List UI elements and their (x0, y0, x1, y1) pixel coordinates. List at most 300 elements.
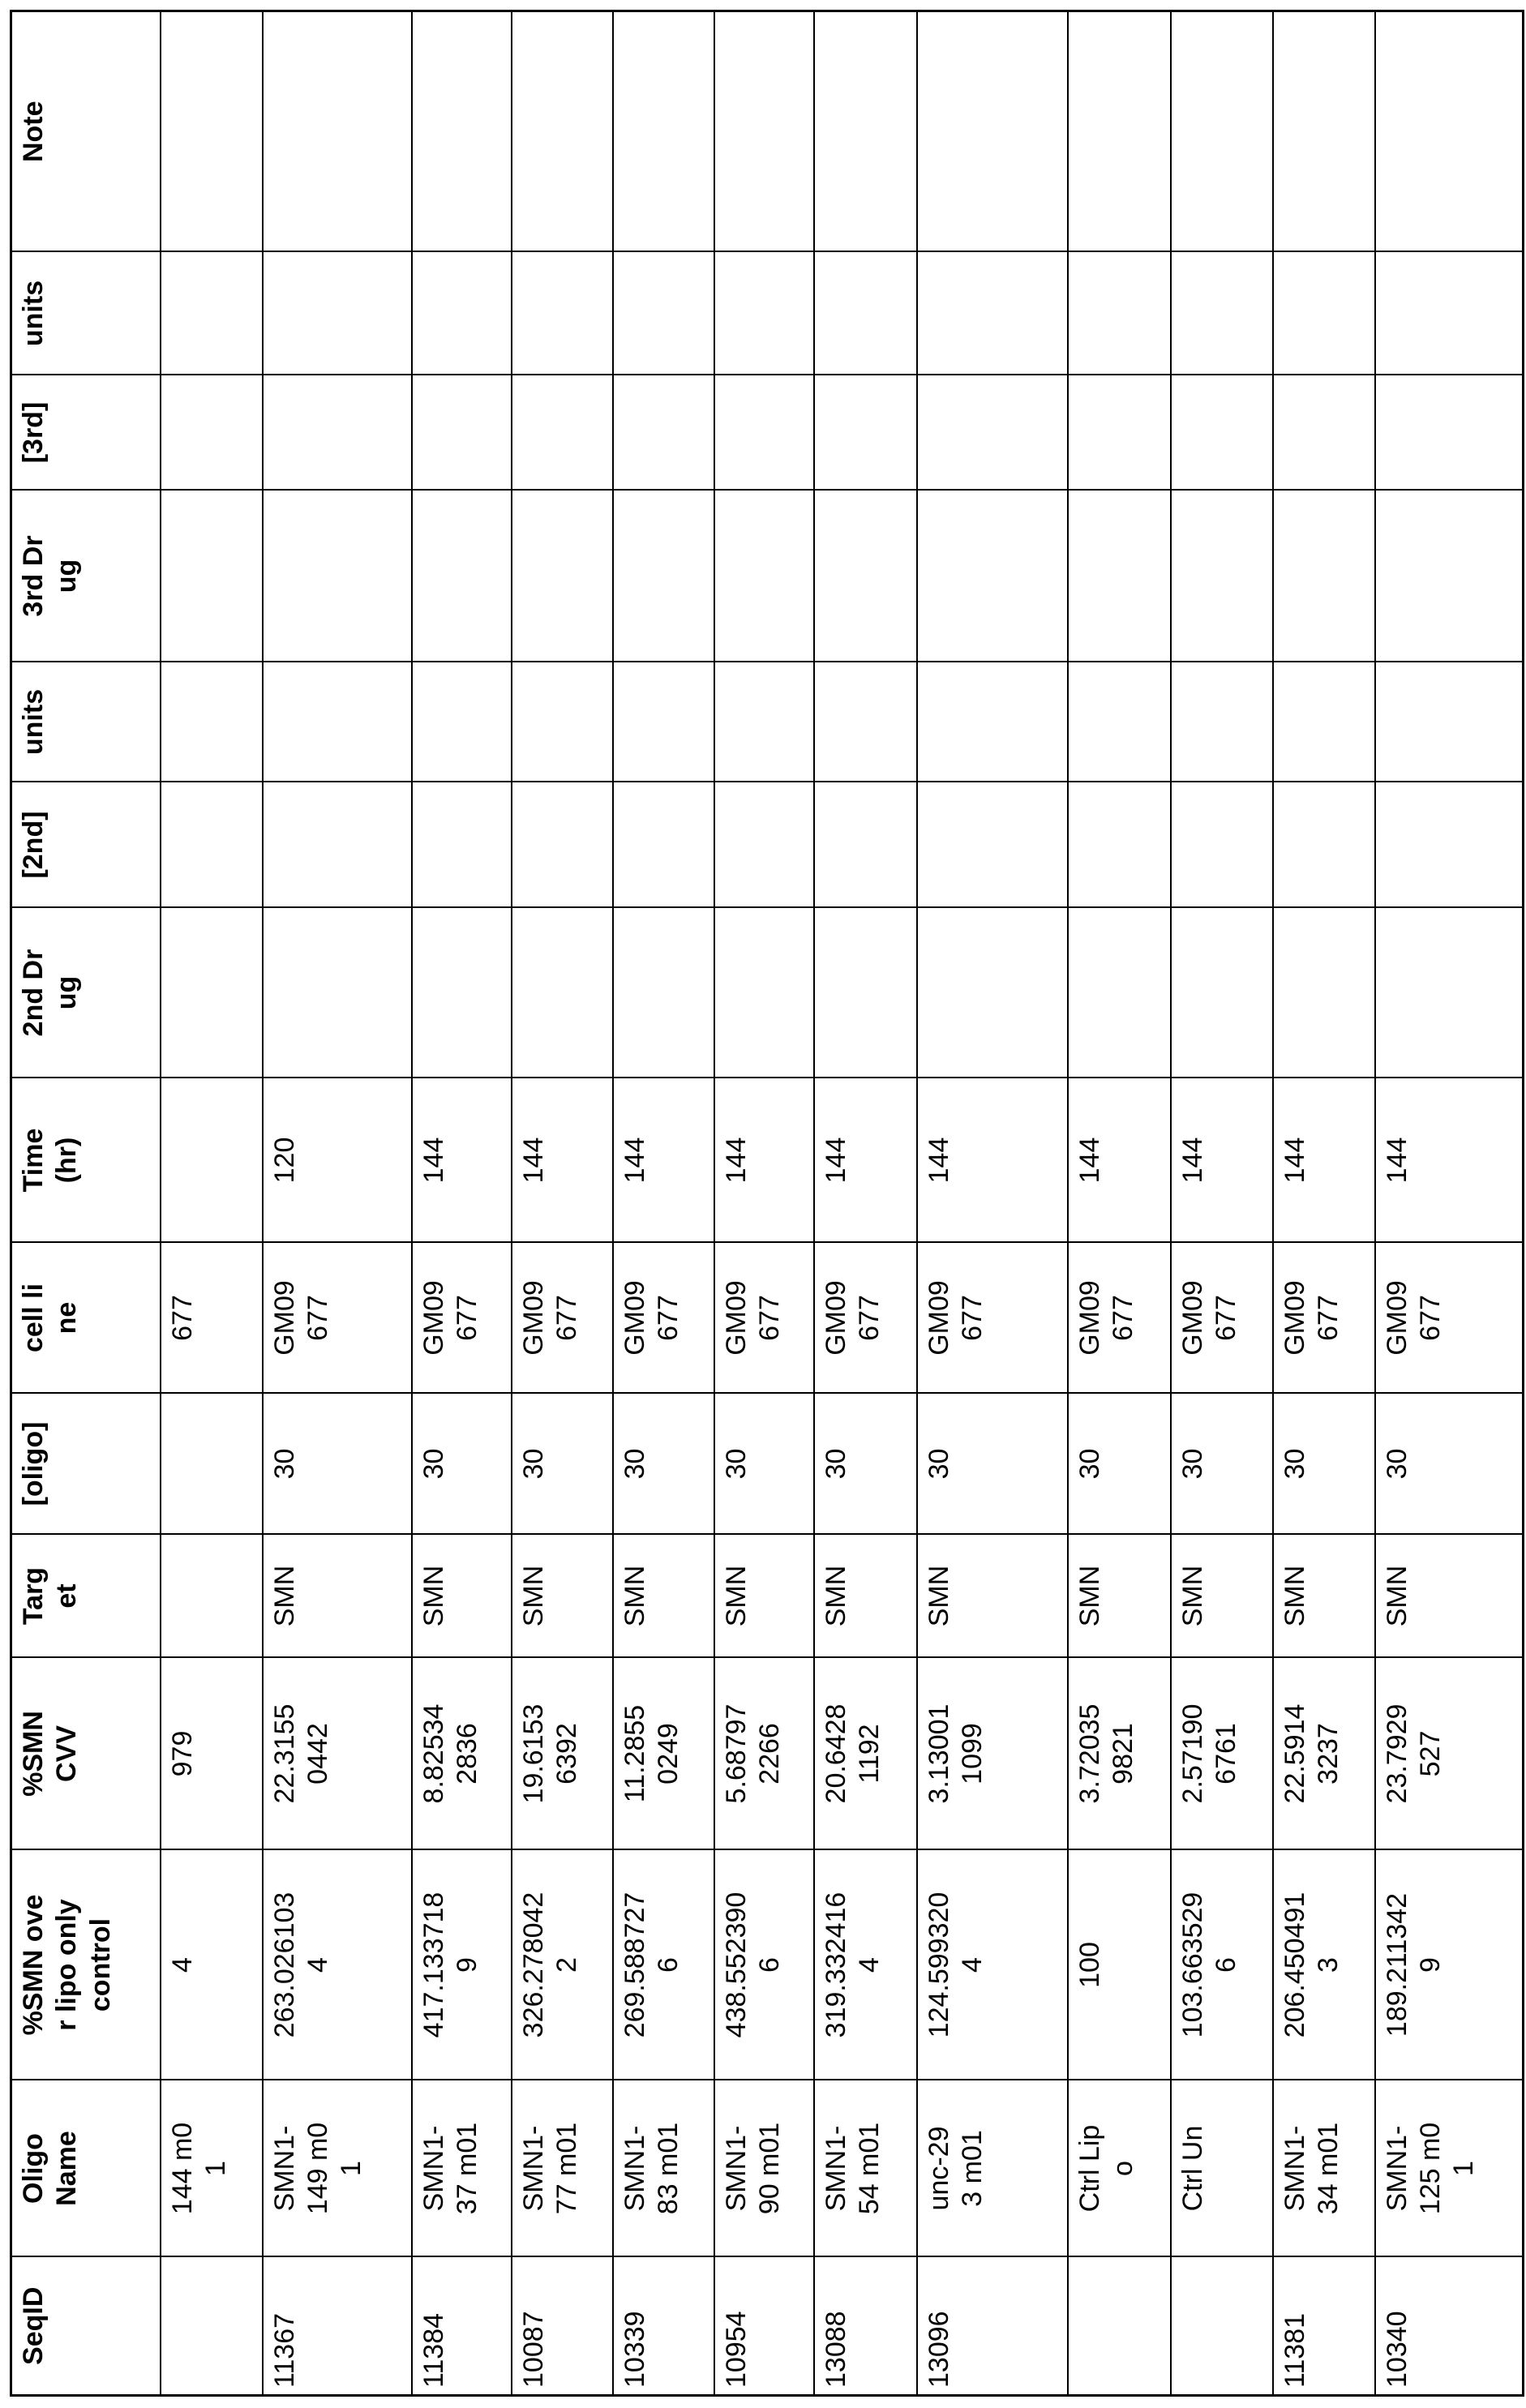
cell-oligo-conc (814, 1394, 917, 1535)
cell-target (714, 1535, 814, 1658)
table-row (1068, 11, 1171, 2396)
cell-target (1068, 1535, 1171, 1658)
cell-text: 144 (1074, 1112, 1107, 1209)
cell-target (1273, 1535, 1375, 1658)
cell-third-drug (412, 491, 512, 662)
cell-oligo-conc (1273, 1394, 1375, 1535)
cell-time-hr (1375, 1078, 1524, 1243)
header-cell-line (11, 1243, 161, 1394)
header-pct-smn-over-lipo (11, 1850, 161, 2080)
cell-target (1375, 1535, 1524, 1658)
cell-second-conc (1171, 782, 1273, 908)
cell-text: 144 (720, 1112, 753, 1209)
header-third-units (11, 252, 161, 375)
cell-third-conc (917, 375, 1068, 491)
cell-pct-smn-cvv (714, 1658, 814, 1850)
oligo-results-table (10, 10, 1524, 2397)
cell-pct-smn-cvv (814, 1658, 917, 1850)
cell-third-drug (1171, 491, 1273, 662)
cell-third-conc (1273, 375, 1375, 491)
cell-text: 319.3324164 (820, 1891, 887, 2040)
cell-third-drug (1375, 491, 1524, 662)
cell-oligo-name (1068, 2080, 1171, 2257)
cell-text: 144 m01 (166, 2121, 234, 2217)
table-row (917, 11, 1068, 2396)
cell-pct-smn-over-lipo (1171, 1850, 1273, 2080)
cell-text: 263.0261034 (268, 1891, 336, 2040)
cell-second-conc (161, 782, 263, 908)
cell-text: 144 (517, 1112, 551, 1209)
cell-second-conc (917, 782, 1068, 908)
cell-oligo-name (917, 2080, 1068, 2257)
cell-text: SMN1-34 m01 (1279, 2121, 1346, 2217)
cell-time-hr (412, 1078, 512, 1243)
cell-text: SMN (1381, 1562, 1414, 1631)
cell-text: 3.720359821 (1074, 1699, 1141, 1810)
cell-text: 22.31550442 (268, 1699, 336, 1810)
cell-second-conc (1068, 782, 1171, 908)
cell-cell-line (1068, 1243, 1171, 1394)
cell-second-units (1171, 662, 1273, 782)
cell-second-drug (263, 908, 412, 1078)
cell-text: 103.6635296 (1177, 1891, 1244, 2040)
cell-third-conc (412, 375, 512, 491)
cell-pct-smn-over-lipo (512, 1850, 613, 2080)
cell-time-hr (263, 1078, 412, 1243)
cell-third-units (263, 252, 412, 375)
cell-cell-line (613, 1243, 714, 1394)
cell-third-drug (814, 491, 917, 662)
header-label: units (17, 269, 50, 358)
cell-text: GM09677 (517, 1278, 585, 1359)
cell-note (917, 11, 1068, 252)
cell-text: 326.2780422 (517, 1891, 585, 2040)
cell-text: SMN1-149 m01 (268, 2121, 369, 2217)
cell-oligo-conc (161, 1394, 263, 1535)
cell-oligo-name (714, 2080, 814, 2257)
cell-text: SMN1-54 m01 (820, 2121, 887, 2217)
cell-text: 144 (923, 1112, 956, 1209)
cell-pct-smn-over-lipo (714, 1850, 814, 2080)
cell-oligo-name (263, 2080, 412, 2257)
cell-target (412, 1535, 512, 1658)
cell-text: GM09677 (1279, 1278, 1346, 1359)
cell-oligo-conc (613, 1394, 714, 1535)
cell-oligo-conc (512, 1394, 613, 1535)
cell-time-hr (1273, 1078, 1375, 1243)
cell-text: 269.5887276 (619, 1891, 686, 2040)
cell-second-units (512, 662, 613, 782)
cell-pct-smn-cvv (1375, 1658, 1524, 1850)
cell-text: 8.825342836 (418, 1699, 485, 1810)
cell-text: 30 (517, 1416, 551, 1513)
cell-target (161, 1535, 263, 1658)
cell-text: 30 (720, 1416, 753, 1513)
cell-pct-smn-over-lipo (263, 1850, 412, 2080)
cell-oligo-name (1375, 2080, 1524, 2257)
cell-text: 30 (1074, 1416, 1107, 1513)
cell-second-drug (512, 908, 613, 1078)
cell-time-hr (613, 1078, 714, 1243)
cell-text: 2.571906761 (1177, 1699, 1244, 1810)
cell-text: GM09677 (1177, 1278, 1244, 1359)
cell-second-units (814, 662, 917, 782)
cell-cell-line (512, 1243, 613, 1394)
cell-pct-smn-cvv (161, 1658, 263, 1850)
cell-pct-smn-cvv (1273, 1658, 1375, 1850)
table-row (1273, 11, 1375, 2396)
cell-seqid (1273, 2257, 1375, 2396)
header-target (11, 1535, 161, 1658)
cell-seqid (512, 2257, 613, 2396)
cell-second-units (263, 662, 412, 782)
cell-second-conc (1375, 782, 1524, 908)
cell-third-units (1171, 252, 1273, 375)
cell-text: GM09677 (268, 1278, 336, 1359)
cell-time-hr (1068, 1078, 1171, 1243)
header-second-conc (11, 782, 161, 908)
cell-second-units (412, 662, 512, 782)
cell-second-units (1068, 662, 1171, 782)
cell-text: GM09677 (923, 1278, 990, 1359)
cell-text: SMN (820, 1562, 853, 1631)
cell-second-drug (412, 908, 512, 1078)
cell-text: 30 (418, 1416, 451, 1513)
cell-target (1171, 1535, 1273, 1658)
rotated-table-page (10, 12, 1522, 2397)
cell-second-conc (512, 782, 613, 908)
cell-text: 11384 (418, 2266, 451, 2388)
cell-text: 144 (820, 1112, 853, 1209)
cell-second-drug (1068, 908, 1171, 1078)
cell-pct-smn-cvv (613, 1658, 714, 1850)
cell-oligo-name (512, 2080, 613, 2257)
cell-target (814, 1535, 917, 1658)
cell-third-conc (613, 375, 714, 491)
cell-text: 10340 (1381, 2266, 1414, 2388)
cell-text: 100 (1074, 1891, 1107, 2040)
cell-time-hr (1171, 1078, 1273, 1243)
cell-time-hr (917, 1078, 1068, 1243)
cell-target (263, 1535, 412, 1658)
header-label: [2nd] (17, 800, 50, 889)
cell-third-units (814, 252, 917, 375)
cell-third-conc (161, 375, 263, 491)
cell-text: 144 (619, 1112, 652, 1209)
cell-third-conc (814, 375, 917, 491)
cell-text: SMN (517, 1562, 551, 1631)
cell-time-hr (714, 1078, 814, 1243)
header-time-hr (11, 1078, 161, 1243)
cell-third-drug (263, 491, 412, 662)
cell-pct-smn-over-lipo (814, 1850, 917, 2080)
cell-pct-smn-cvv (1068, 1658, 1171, 1850)
cell-third-units (613, 252, 714, 375)
cell-second-conc (613, 782, 714, 908)
cell-third-units (412, 252, 512, 375)
cell-text: 677 (166, 1278, 199, 1359)
cell-seqid (161, 2257, 263, 2396)
header-pct-smn-cvv (11, 1658, 161, 1850)
cell-third-conc (512, 375, 613, 491)
header-label: %SMN over lipo only control (17, 1891, 118, 2040)
cell-text: SMN (619, 1562, 652, 1631)
cell-text: 30 (1381, 1416, 1414, 1513)
cell-third-conc (1171, 375, 1273, 491)
cell-cell-line (161, 1243, 263, 1394)
cell-second-drug (1375, 908, 1524, 1078)
cell-target (512, 1535, 613, 1658)
cell-text: Ctrl Lipo (1074, 2121, 1141, 2217)
cell-text: 11367 (268, 2266, 302, 2388)
cell-text: 144 (1177, 1112, 1210, 1209)
cell-oligo-conc (263, 1394, 412, 1535)
cell-third-drug (1273, 491, 1375, 662)
table-row (1171, 11, 1273, 2396)
cell-second-units (1375, 662, 1524, 782)
cell-second-units (613, 662, 714, 782)
cell-third-units (1068, 252, 1171, 375)
cell-text: SMN (1074, 1562, 1107, 1631)
cell-text: GM09677 (1381, 1278, 1448, 1359)
cell-seqid (1375, 2257, 1524, 2396)
cell-text: 30 (268, 1416, 302, 1513)
cell-seqid (917, 2257, 1068, 2396)
cell-text: 22.59143237 (1279, 1699, 1346, 1810)
table-row (512, 11, 613, 2396)
header-third-conc (11, 375, 161, 491)
cell-cell-line (412, 1243, 512, 1394)
cell-oligo-name (161, 2080, 263, 2257)
cell-text: 30 (1279, 1416, 1312, 1513)
cell-pct-smn-cvv (917, 1658, 1068, 1850)
cell-note (714, 11, 814, 252)
cell-second-drug (714, 908, 814, 1078)
cell-third-drug (917, 491, 1068, 662)
cell-second-conc (412, 782, 512, 908)
header-label: SeqID (17, 2265, 50, 2387)
cell-oligo-name (613, 2080, 714, 2257)
header-third-drug (11, 491, 161, 662)
cell-text: 20.64281192 (820, 1699, 887, 1810)
cell-second-units (714, 662, 814, 782)
cell-oligo-conc (412, 1394, 512, 1535)
cell-target (613, 1535, 714, 1658)
cell-text: 30 (923, 1416, 956, 1513)
cell-text: 120 (268, 1112, 302, 1209)
cell-cell-line (1171, 1243, 1273, 1394)
cell-text: 417.1337189 (418, 1891, 485, 2040)
cell-text: 30 (820, 1416, 853, 1513)
header-label: Time (hr) (17, 1112, 84, 1209)
cell-text: 23.7929527 (1381, 1699, 1448, 1810)
header-second-drug (11, 908, 161, 1078)
cell-seqid (412, 2257, 512, 2396)
cell-text: SMN1-125 m01 (1381, 2121, 1481, 2217)
cell-text: 206.4504913 (1279, 1891, 1346, 2040)
cell-text: SMN1-37 m01 (418, 2121, 485, 2217)
cell-oligo-conc (1171, 1394, 1273, 1535)
cell-seqid (613, 2257, 714, 2396)
cell-second-conc (263, 782, 412, 908)
cell-note (1068, 11, 1171, 252)
cell-cell-line (1273, 1243, 1375, 1394)
cell-text: 19.61536392 (517, 1699, 585, 1810)
cell-pct-smn-over-lipo (613, 1850, 714, 2080)
cell-text: 13088 (820, 2266, 853, 2388)
cell-note (161, 11, 263, 252)
cell-seqid (1068, 2257, 1171, 2396)
cell-seqid (1171, 2257, 1273, 2396)
header-label: %SMN CVV (17, 1699, 84, 1810)
cell-oligo-conc (714, 1394, 814, 1535)
cell-pct-smn-cvv (1171, 1658, 1273, 1850)
cell-text: 10087 (517, 2266, 551, 2388)
cell-time-hr (161, 1078, 263, 1243)
header-second-units (11, 662, 161, 782)
header-label: Note (17, 50, 50, 212)
header-row (11, 11, 161, 2396)
cell-second-drug (1273, 908, 1375, 1078)
cell-text: 10954 (720, 2266, 753, 2388)
cell-second-drug (1171, 908, 1273, 1078)
cell-text: SMN1-77 m01 (517, 2121, 585, 2217)
header-label: 3rd Drug (17, 528, 84, 625)
cell-third-units (917, 252, 1068, 375)
cell-text: 438.5523906 (720, 1891, 787, 2040)
cell-text: 30 (619, 1416, 652, 1513)
cell-text: 4 (166, 1891, 199, 2040)
cell-text: GM09677 (418, 1278, 485, 1359)
cell-text: Ctrl Un (1177, 2121, 1210, 2217)
cell-cell-line (1375, 1243, 1524, 1394)
cell-text: 144 (418, 1112, 451, 1209)
cell-oligo-conc (1068, 1394, 1171, 1535)
cell-second-conc (814, 782, 917, 908)
cell-pct-smn-cvv (412, 1658, 512, 1850)
cell-note (1171, 11, 1273, 252)
cell-time-hr (512, 1078, 613, 1243)
cell-text: SMN1-83 m01 (619, 2121, 686, 2217)
cell-oligo-name (1171, 2080, 1273, 2257)
cell-third-drug (1068, 491, 1171, 662)
cell-text: 3.130011099 (923, 1699, 990, 1810)
cell-text: GM09677 (720, 1278, 787, 1359)
cell-oligo-conc (1375, 1394, 1524, 1535)
cell-pct-smn-over-lipo (917, 1850, 1068, 2080)
header-note (11, 11, 161, 252)
cell-third-units (1375, 252, 1524, 375)
cell-oligo-name (412, 2080, 512, 2257)
cell-seqid (814, 2257, 917, 2396)
cell-oligo-name (1273, 2080, 1375, 2257)
cell-third-units (714, 252, 814, 375)
cell-second-drug (161, 908, 263, 1078)
header-label: units (17, 678, 50, 767)
cell-note (1273, 11, 1375, 252)
cell-third-drug (714, 491, 814, 662)
cell-third-units (1273, 252, 1375, 375)
cell-third-conc (1068, 375, 1171, 491)
cell-third-drug (512, 491, 613, 662)
cell-note (512, 11, 613, 252)
cell-third-units (161, 252, 263, 375)
cell-second-drug (917, 908, 1068, 1078)
cell-text: 189.2113429 (1381, 1891, 1448, 2040)
cell-text: SMN (1177, 1562, 1210, 1631)
header-label: Target (17, 1562, 84, 1631)
cell-text: SMN (923, 1562, 956, 1631)
table-row (1375, 11, 1524, 2396)
cell-text: 144 (1279, 1112, 1312, 1209)
cell-text: GM09677 (820, 1278, 887, 1359)
header-oligo-conc (11, 1394, 161, 1535)
header-seqid (11, 2257, 161, 2396)
header-oligo-name (11, 2080, 161, 2257)
cell-text: 30 (1177, 1416, 1210, 1513)
cell-pct-smn-over-lipo (412, 1850, 512, 2080)
cell-second-conc (1273, 782, 1375, 908)
table-row (613, 11, 714, 2396)
cell-pct-smn-over-lipo (1273, 1850, 1375, 2080)
cell-text: 10339 (619, 2266, 652, 2388)
cell-second-units (917, 662, 1068, 782)
cell-third-drug (613, 491, 714, 662)
cell-cell-line (917, 1243, 1068, 1394)
table-row (714, 11, 814, 2396)
cell-note (263, 11, 412, 252)
cell-text: unc-293 m01 (923, 2121, 990, 2217)
cell-text: 11381 (1279, 2266, 1312, 2388)
header-label: [oligo] (17, 1416, 50, 1513)
cell-target (917, 1535, 1068, 1658)
table-row (412, 11, 512, 2396)
cell-second-units (161, 662, 263, 782)
cell-pct-smn-cvv (512, 1658, 613, 1850)
cell-text: SMN (418, 1562, 451, 1631)
header-label: cell line (17, 1278, 84, 1359)
cell-note (814, 11, 917, 252)
cell-third-conc (1375, 375, 1524, 491)
cell-text: 13096 (923, 2266, 956, 2388)
cell-text: SMN (720, 1562, 753, 1631)
cell-third-units (512, 252, 613, 375)
cell-note (1375, 11, 1524, 252)
cell-note (412, 11, 512, 252)
cell-text: 124.5993204 (923, 1891, 990, 2040)
cell-text: 144 (1381, 1112, 1414, 1209)
cell-seqid (263, 2257, 412, 2396)
cell-oligo-name (814, 2080, 917, 2257)
cell-pct-smn-over-lipo (1375, 1850, 1524, 2080)
cell-third-conc (714, 375, 814, 491)
cell-second-drug (613, 908, 714, 1078)
cell-text: SMN (268, 1562, 302, 1631)
cell-cell-line (263, 1243, 412, 1394)
cell-cell-line (814, 1243, 917, 1394)
cell-text: GM09677 (619, 1278, 686, 1359)
cell-text: SMN1-90 m01 (720, 2121, 787, 2217)
cell-oligo-conc (917, 1394, 1068, 1535)
cell-second-conc (714, 782, 814, 908)
cell-time-hr (814, 1078, 917, 1243)
cell-cell-line (714, 1243, 814, 1394)
header-label: Oligo Name (17, 2121, 84, 2217)
table-row (263, 11, 412, 2396)
cell-seqid (714, 2257, 814, 2396)
cell-text: 979 (166, 1699, 199, 1810)
header-label: [3rd] (17, 388, 50, 478)
